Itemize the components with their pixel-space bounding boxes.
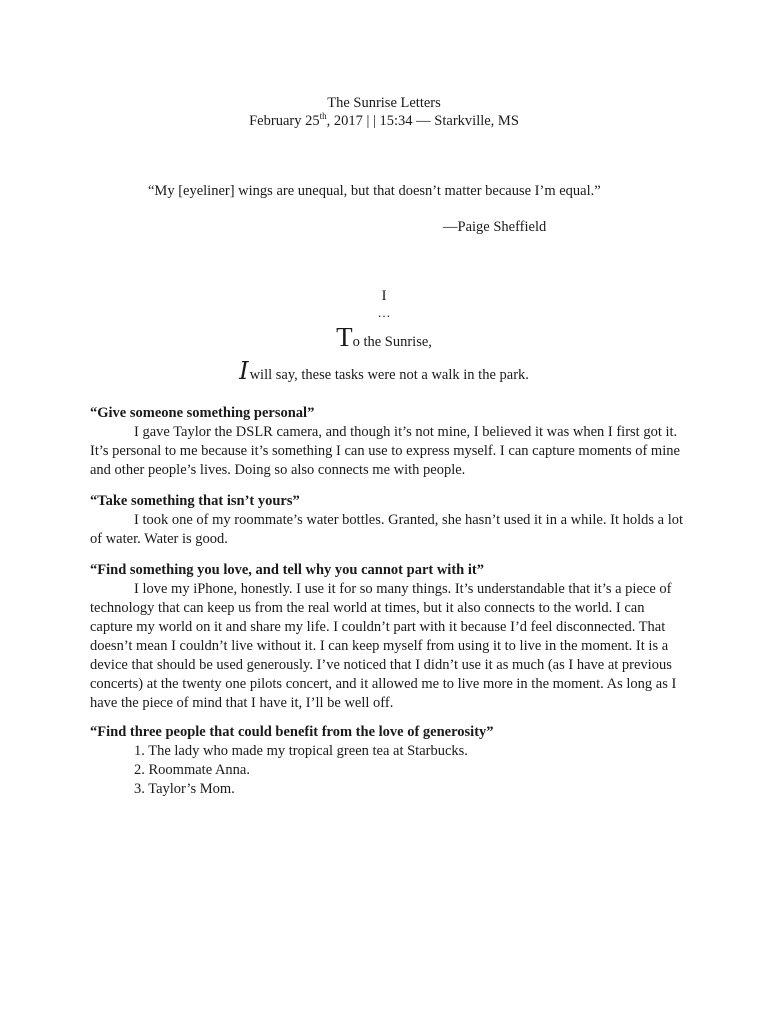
letter-separator: … (377, 305, 391, 320)
list-item: 3. Taylor’s Mom. (134, 781, 235, 797)
section-title: “Find three people that could benefit from the love of generosity” (90, 724, 494, 740)
section-body: I gave Taylor the DSLR camera, and though it’s not mine, I believed it was when I first got it. It’s personal to me because it’s something I can use to express myself. I can capture moments of mine and other people’s lives. Doing so also connects me with people. (90, 424, 680, 478)
list-item: 1. The lady who made my tropical green tea at Starbucks. (134, 743, 468, 759)
section-three-people (90, 723, 690, 799)
section-title: “Find something you love, and tell why you cannot part with it” (90, 562, 484, 578)
section-body: I took one of my roommate’s water bottles. Granted, she hasn’t used it in a while. It holds a lot of water. Water is good. (90, 512, 684, 547)
salutation-rest: o the Sunrise, (352, 334, 432, 350)
section-take-something (90, 492, 690, 549)
date-ordinal-suffix: th (319, 111, 327, 122)
letter-intro (0, 359, 768, 384)
intro-initial: I (239, 357, 249, 385)
epigraph-attribution: —Paige Sheffield (443, 219, 547, 235)
epigraph-quote: “My [eyeliner] wings are unequal, but that doesn’t matter because I’m equal.” (148, 183, 601, 199)
section-find-love (90, 561, 690, 713)
section-give-personal (90, 404, 690, 480)
intro-rest: will say, these tasks were not a walk in the park. (249, 367, 529, 383)
section-title: “Give someone something personal” (90, 405, 315, 421)
letter-numeral: I (381, 288, 387, 304)
document-dateline (0, 112, 768, 130)
letter-salutation (0, 324, 768, 351)
date-rest: , 2017 | | 15:34 — Starkville, MS (326, 113, 519, 129)
salutation-initial: T (336, 322, 353, 352)
date-prefix: February 25 (249, 113, 320, 129)
document-header (0, 94, 768, 130)
section-title: “Take something that isn’t yours” (90, 493, 300, 509)
list-item: 2. Roommate Anna. (134, 762, 250, 778)
document-title: The Sunrise Letters (327, 95, 441, 111)
people-list (90, 742, 690, 799)
section-body: I love my iPhone, honestly. I use it for so many things. It’s understandable that it’s a piece of technology that can keep us from the real world at times, but it also connects to the world. I can capture my world on it and share my life. I couldn’t part with it because I’d feel disconnected. That doesn’t mean I couldn’t live without it. I can keep myself from using it to live in the moment. It is a device that should be used generously. I’ve noticed that I didn’t use it as much (as I have at previous concerts) at the twenty one pilots concert, and it allowed me to live more in the moment. As long as I have the piece of mind that I have it, I’ll be well off. (90, 581, 677, 711)
